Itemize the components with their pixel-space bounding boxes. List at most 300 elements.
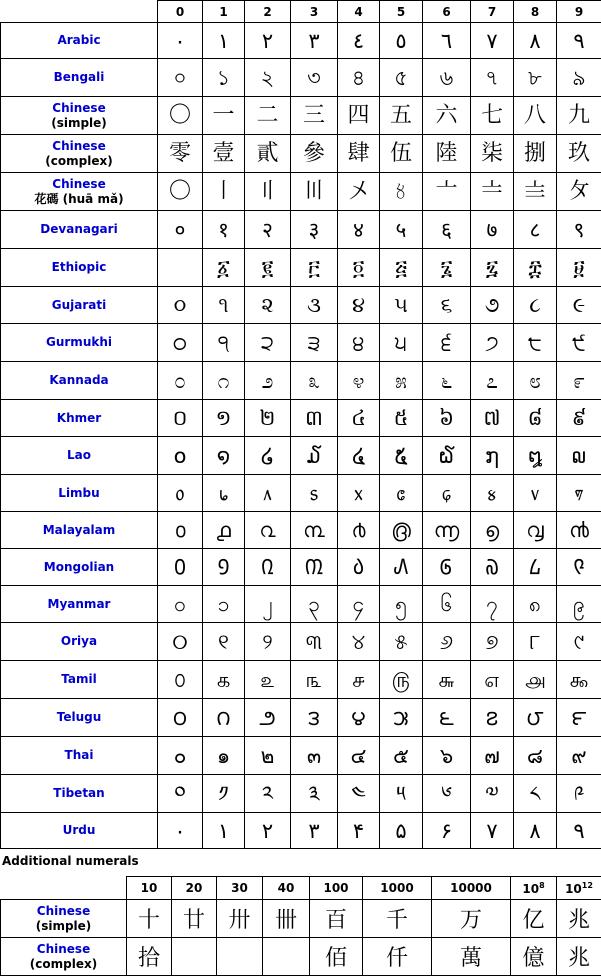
digit-header: 0 <box>158 1 203 23</box>
numeral-cell: ໗ <box>471 437 514 475</box>
value-header <box>310 877 363 900</box>
numeral-cell: ᠙ <box>557 549 601 586</box>
script-row <box>1 699 601 737</box>
corner-cell <box>1 877 127 900</box>
numeral-cell: ๑ <box>203 737 245 775</box>
script-row <box>1 59 601 97</box>
numeral-cell: ৫ <box>380 59 423 97</box>
numeral-cell: २ <box>245 211 291 249</box>
additional-row <box>1 938 601 976</box>
numeral-cell: 〦 <box>423 173 471 211</box>
numeral-cell: ୧ <box>203 623 245 661</box>
script-name-label: Devanagari <box>40 222 118 236</box>
script-name-cell <box>1 512 158 549</box>
numeral-cell: ૮ <box>514 287 557 324</box>
numeral-cell: ੧ <box>203 324 245 362</box>
script-row <box>1 437 601 475</box>
script-name-cell <box>1 400 158 437</box>
numeral-cell: ៣ <box>291 400 338 437</box>
script-name-label: Tibetan <box>53 786 105 800</box>
script-name-cell <box>1 737 158 775</box>
digit-header: 8 <box>514 1 557 23</box>
numeral-cell: ໖ <box>423 437 471 475</box>
numeral-cell: ૩ <box>291 287 338 324</box>
header-row <box>1 1 601 23</box>
script-row <box>1 737 601 775</box>
numeral-cell: ၁ <box>203 586 245 623</box>
script-name-label: Arabic <box>57 33 101 47</box>
script-name-label: Chinese <box>52 138 106 153</box>
additional-numeral-cell: 佰 <box>310 938 363 976</box>
numeral-cell: ၆ <box>423 586 471 623</box>
script-name-cell <box>1 135 158 173</box>
script-name-label: Malayalam <box>42 522 116 537</box>
numeral-cell: 五 <box>380 97 423 135</box>
additional-numeral-cell: 千 <box>363 900 432 938</box>
script-name-cell <box>1 699 158 737</box>
digit-header: 2 <box>245 1 291 23</box>
numeral-cell: ૫ <box>380 287 423 324</box>
numeral-cell: ൯ <box>557 512 601 549</box>
numeral-cell: 〢 <box>245 173 291 211</box>
numeral-cell: ๒ <box>245 737 291 775</box>
script-name-label: Myanmar <box>47 596 111 611</box>
numeral-cell: ༠ <box>158 775 203 813</box>
numeral-cell: ० <box>158 211 203 249</box>
numeral-cell: ፮ <box>423 249 471 287</box>
numeral-cell: ೦ <box>158 362 203 400</box>
numeral-cell: ၉ <box>557 586 601 623</box>
script-name-cell <box>1 97 158 135</box>
digit-header: 7 <box>471 1 514 23</box>
numeral-cell: 零 <box>158 135 203 173</box>
additional-numeral-cell: 亿 <box>511 900 557 938</box>
numeral-cell: ៤ <box>338 400 380 437</box>
numeral-cell: ૧ <box>203 287 245 324</box>
script-name-sublabel: (complex) <box>29 956 98 971</box>
numeral-cell: ൭ <box>471 512 514 549</box>
numeral-cell: ੯ <box>557 324 601 362</box>
numeral-cell: 三 <box>291 97 338 135</box>
numeral-cell: ೧ <box>203 362 245 400</box>
numeral-cell: ௬ <box>423 661 471 699</box>
script-name-label: Oriya <box>60 634 98 648</box>
numeral-cell: ७ <box>471 211 514 249</box>
numeral-cell: ᥋ <box>380 475 423 512</box>
numeral-cell: ٣ <box>291 23 338 59</box>
additional-numerals-title: Additional numerals <box>2 854 139 868</box>
numeral-cell: १ <box>203 211 245 249</box>
script-row <box>1 775 601 813</box>
numeral-cell: ୭ <box>471 623 514 661</box>
script-name-cell <box>1 586 158 623</box>
numeral-cell: ๘ <box>514 737 557 775</box>
numeral-cell: ۹ <box>557 813 601 849</box>
numeral-cell: ൨ <box>245 512 291 549</box>
value-exponent: 12 <box>581 880 593 890</box>
numeral-cell: ᠑ <box>203 549 245 586</box>
numeral-cell: ೯ <box>557 362 601 400</box>
script-name-label: Mongolian <box>43 559 115 574</box>
numeral-cell: ٦ <box>423 23 471 59</box>
numeral-cell: ᥈ <box>245 475 291 512</box>
numeral-cell: ۶ <box>423 813 471 849</box>
value-header <box>511 877 557 900</box>
additional-numeral-cell <box>217 938 263 976</box>
value-base: 10 <box>140 881 158 895</box>
numeral-cell: ४ <box>338 211 380 249</box>
numeral-cell: ២ <box>245 400 291 437</box>
numeral-cell: ၀ <box>158 586 203 623</box>
numeral-cell: ୪ <box>338 623 380 661</box>
numeral-cell: ९ <box>557 211 601 249</box>
numeral-cell: ፫ <box>291 249 338 287</box>
numeral-cell: ۵ <box>380 813 423 849</box>
script-name-label: Chinese <box>36 941 91 956</box>
numeral-cell: ੮ <box>514 324 557 362</box>
numeral-cell: ၃ <box>291 586 338 623</box>
value-base: 30 <box>231 881 248 895</box>
numeral-cell: ௮ <box>514 661 557 699</box>
numeral-cell: ੪ <box>338 324 380 362</box>
numeral-cell: ១ <box>203 400 245 437</box>
script-name-cell <box>1 211 158 249</box>
script-name-sublabel: (simple) <box>35 918 92 933</box>
numeral-cell: ੦ <box>158 324 203 362</box>
numeral-cell: 〩 <box>557 173 601 211</box>
script-name-label: Chinese <box>52 176 106 191</box>
numeral-cell: ๕ <box>380 737 423 775</box>
script-name-cell <box>1 813 158 849</box>
numeral-cell: ۰ <box>158 813 203 849</box>
value-base: 20 <box>185 881 203 895</box>
additional-numeral-cell: 拾 <box>127 938 172 976</box>
numeral-cell: 肆 <box>338 135 380 173</box>
numeral-cell: ౨ <box>245 699 291 737</box>
script-row <box>1 475 601 512</box>
numeral-cell: ೭ <box>471 362 514 400</box>
numeral-cell: 四 <box>338 97 380 135</box>
numeral-cell: ൮ <box>514 512 557 549</box>
numeral-cell: ൧ <box>203 512 245 549</box>
numeral-cell: 〇 <box>158 173 203 211</box>
numeral-cell: ༧ <box>471 775 514 813</box>
numeral-cell: ੨ <box>245 324 291 362</box>
script-row <box>1 23 601 59</box>
numeral-cell: ೮ <box>514 362 557 400</box>
numeral-cell: ٥ <box>380 23 423 59</box>
numeral-cell: ៨ <box>514 400 557 437</box>
script-name-label: Gurmukhi <box>46 335 112 349</box>
numeral-cell: 二 <box>245 97 291 135</box>
numeral-cell: ৪ <box>338 59 380 97</box>
script-name-cell <box>1 661 158 699</box>
numeral-cell: ໒ <box>245 437 291 475</box>
numeral-cell: ໘ <box>514 437 557 475</box>
numeral-cell: 一 <box>203 97 245 135</box>
script-name-label: Urdu <box>62 823 96 837</box>
numeral-cell: 伍 <box>380 135 423 173</box>
numeral-cell: ၅ <box>380 586 423 623</box>
numeral-cell: ᠔ <box>338 549 380 586</box>
numeral-cell: 〡 <box>203 173 245 211</box>
numeral-cell: 陸 <box>423 135 471 173</box>
script-name-label: Ethiopic <box>51 260 107 274</box>
numeral-cell: ٤ <box>338 23 380 59</box>
value-header <box>217 877 263 900</box>
numeral-cell: ᥇ <box>203 475 245 512</box>
numeral-cell: 壹 <box>203 135 245 173</box>
script-row <box>1 173 601 211</box>
additional-name-cell <box>1 900 127 938</box>
numeral-cell: ༨ <box>514 775 557 813</box>
script-name-cell <box>1 475 158 512</box>
additional-name-cell <box>1 938 127 976</box>
numeral-cell: 貳 <box>245 135 291 173</box>
value-base: 1000 <box>380 881 414 895</box>
numeral-cell: ೪ <box>338 362 380 400</box>
numeral-cell: ১ <box>203 59 245 97</box>
numeral-cell: ١ <box>203 23 245 59</box>
script-name-cell <box>1 623 158 661</box>
numeral-cell: ೫ <box>380 362 423 400</box>
script-row <box>1 211 601 249</box>
numeral-cell: ໙ <box>557 437 601 475</box>
script-row <box>1 586 601 623</box>
numeral-cell: ᥍ <box>471 475 514 512</box>
numeral-cell: ২ <box>245 59 291 97</box>
script-name-label: Khmer <box>56 410 102 425</box>
digit-header: 4 <box>338 1 380 23</box>
script-name-cell <box>1 324 158 362</box>
numeral-cell: 〥 <box>380 173 423 211</box>
numeral-cell: ᠗ <box>471 549 514 586</box>
value-exponent: 8 <box>539 880 545 890</box>
numeral-cell: ૭ <box>471 287 514 324</box>
numeral-cell: 〇 <box>158 97 203 135</box>
numeral-cell: 七 <box>471 97 514 135</box>
numeral-cell: ༡ <box>203 775 245 813</box>
numeral-cell: ૯ <box>557 287 601 324</box>
numeral-cell: 參 <box>291 135 338 173</box>
script-name-label: Limbu <box>58 485 100 500</box>
numeral-cell: ۴ <box>338 813 380 849</box>
additional-numeral-cell: 万 <box>432 900 511 938</box>
script-row <box>1 324 601 362</box>
numeral-cell: ௯ <box>557 661 601 699</box>
numeral-cell: 〣 <box>291 173 338 211</box>
numeral-cell: 〤 <box>338 173 380 211</box>
digit-header: 3 <box>291 1 338 23</box>
numeral-cell: ౩ <box>291 699 338 737</box>
numeral-cell: ௦ <box>158 661 203 699</box>
numeral-cell: ᠒ <box>245 549 291 586</box>
value-header <box>263 877 310 900</box>
numeral-cell: ೩ <box>291 362 338 400</box>
digit-header: 1 <box>203 1 245 23</box>
value-base: 10 <box>565 881 582 896</box>
numeral-cell: ۳ <box>291 813 338 849</box>
numeral-cell: ୯ <box>557 623 601 661</box>
numeral-cell: ௫ <box>380 661 423 699</box>
numeral-cell: ௪ <box>338 661 380 699</box>
numeral-cell: ౧ <box>203 699 245 737</box>
numeral-cell: ۸ <box>514 813 557 849</box>
additional-row <box>1 900 601 938</box>
numeral-cell: ፱ <box>557 249 601 287</box>
script-name-label: Lao <box>67 448 91 462</box>
numeral-cell: ৭ <box>471 59 514 97</box>
numeral-cell: ໕ <box>380 437 423 475</box>
script-row <box>1 623 601 661</box>
numeral-cell: ٠ <box>158 23 203 59</box>
script-name-label: Tamil <box>61 672 97 686</box>
numeral-cell: ໐ <box>158 437 203 475</box>
script-name-sublabel: (complex) <box>45 153 113 168</box>
numeral-cell: ൬ <box>423 512 471 549</box>
numeral-cell: ᠓ <box>291 549 338 586</box>
script-name-cell <box>1 23 158 59</box>
script-name-sublabel: (simple) <box>51 115 107 130</box>
numeral-cell: ௧ <box>203 661 245 699</box>
numeral-cell: 玖 <box>557 135 601 173</box>
numeral-cell: ๙ <box>557 737 601 775</box>
numeral-cell <box>158 249 203 287</box>
additional-numeral-cell: 卅 <box>217 900 263 938</box>
numeral-cell: ༩ <box>557 775 601 813</box>
numeral-cell: ༤ <box>338 775 380 813</box>
numeral-cell: ౯ <box>557 699 601 737</box>
numeral-cell: ८ <box>514 211 557 249</box>
script-row <box>1 362 601 400</box>
numeral-cell: ୦ <box>158 623 203 661</box>
numeral-cell: 捌 <box>514 135 557 173</box>
numeral-cell: ៦ <box>423 400 471 437</box>
numeral-cell: ೨ <box>245 362 291 400</box>
numeral-cell: ٨ <box>514 23 557 59</box>
additional-numerals-table <box>0 876 601 976</box>
numeral-cell: ༥ <box>380 775 423 813</box>
numeral-cell: ૪ <box>338 287 380 324</box>
numeral-cell: ੬ <box>423 324 471 362</box>
script-name-label: Kannada <box>49 373 109 387</box>
numeral-cell: ৩ <box>291 59 338 97</box>
numeral-cell: ០ <box>158 400 203 437</box>
digit-header: 5 <box>380 1 423 23</box>
numeral-cell: ૬ <box>423 287 471 324</box>
value-header <box>127 877 172 900</box>
numeral-cell: ٩ <box>557 23 601 59</box>
numeral-cell: ൪ <box>338 512 380 549</box>
script-name-cell <box>1 437 158 475</box>
numeral-cell: ౮ <box>514 699 557 737</box>
numeral-cell: ५ <box>380 211 423 249</box>
script-row <box>1 287 601 324</box>
numeral-cell: 八 <box>514 97 557 135</box>
numeral-cell: ၄ <box>338 586 380 623</box>
script-row <box>1 661 601 699</box>
numeral-cell: ৮ <box>514 59 557 97</box>
numeral-cell: ୩ <box>291 623 338 661</box>
numeral-cell: ੫ <box>380 324 423 362</box>
numeral-cell: ፭ <box>380 249 423 287</box>
value-header <box>172 877 217 900</box>
additional-numeral-cell <box>263 938 310 976</box>
numeral-cell: ۲ <box>245 813 291 849</box>
value-base: 100 <box>323 881 349 895</box>
numeral-cell: ૨ <box>245 287 291 324</box>
numeral-cell: ፪ <box>245 249 291 287</box>
script-name-cell <box>1 775 158 813</box>
numeral-cell: ৯ <box>557 59 601 97</box>
numeral-cell: ፬ <box>338 249 380 287</box>
numeral-cell: ۷ <box>471 813 514 849</box>
script-row <box>1 249 601 287</box>
numeral-cell: ০ <box>158 59 203 97</box>
numeral-cell: ၇ <box>471 586 514 623</box>
script-name-cell <box>1 249 158 287</box>
numeral-cell: ᥎ <box>514 475 557 512</box>
numeral-cell: 柒 <box>471 135 514 173</box>
additional-numeral-cell: 十 <box>127 900 172 938</box>
additional-numeral-cell: 卌 <box>263 900 310 938</box>
script-row <box>1 97 601 135</box>
numeral-cell: ༦ <box>423 775 471 813</box>
script-name-label: Bengali <box>53 70 105 84</box>
numeral-cell: ٧ <box>471 23 514 59</box>
additional-numeral-cell: 億 <box>511 938 557 976</box>
digit-header: 9 <box>557 1 601 23</box>
numeral-cell: ௭ <box>471 661 514 699</box>
numeral-cell: ᥌ <box>423 475 471 512</box>
numeral-cell: ៩ <box>557 400 601 437</box>
script-name-cell <box>1 59 158 97</box>
script-row <box>1 549 601 586</box>
numeral-cell: ᠕ <box>380 549 423 586</box>
numeral-cell: ౫ <box>380 699 423 737</box>
numeral-cell: ፯ <box>471 249 514 287</box>
value-base: 40 <box>277 881 295 895</box>
numeral-cell: 九 <box>557 97 601 135</box>
additional-numeral-cell: 萬 <box>432 938 511 976</box>
numeral-cell: 〧 <box>471 173 514 211</box>
numeral-cell: ૦ <box>158 287 203 324</box>
numeral-cell: ᥊ <box>338 475 380 512</box>
value-base: 10 <box>522 881 540 896</box>
script-row <box>1 135 601 173</box>
value-base: 10000 <box>450 881 492 895</box>
script-name-label: Telugu <box>56 710 102 724</box>
numeral-cell: ৬ <box>423 59 471 97</box>
numeral-cell: ໑ <box>203 437 245 475</box>
additional-numeral-cell: 百 <box>310 900 363 938</box>
numeral-cell: ໔ <box>338 437 380 475</box>
numeral-cell: ๖ <box>423 737 471 775</box>
numeral-cell: ᠐ <box>158 549 203 586</box>
script-name-cell <box>1 173 158 211</box>
numeral-cell: ๐ <box>158 737 203 775</box>
numeral-cell: ༣ <box>291 775 338 813</box>
value-header <box>557 877 601 900</box>
numeral-cell: ᠘ <box>514 549 557 586</box>
script-name-label: Chinese <box>36 903 91 918</box>
numeral-cell: ᥏ <box>557 475 601 512</box>
script-name-cell <box>1 287 158 324</box>
numeral-cell: ၂ <box>245 586 291 623</box>
numeral-cell: ६ <box>423 211 471 249</box>
numeral-cell: ୮ <box>514 623 557 661</box>
script-name-label: Chinese <box>52 100 106 115</box>
